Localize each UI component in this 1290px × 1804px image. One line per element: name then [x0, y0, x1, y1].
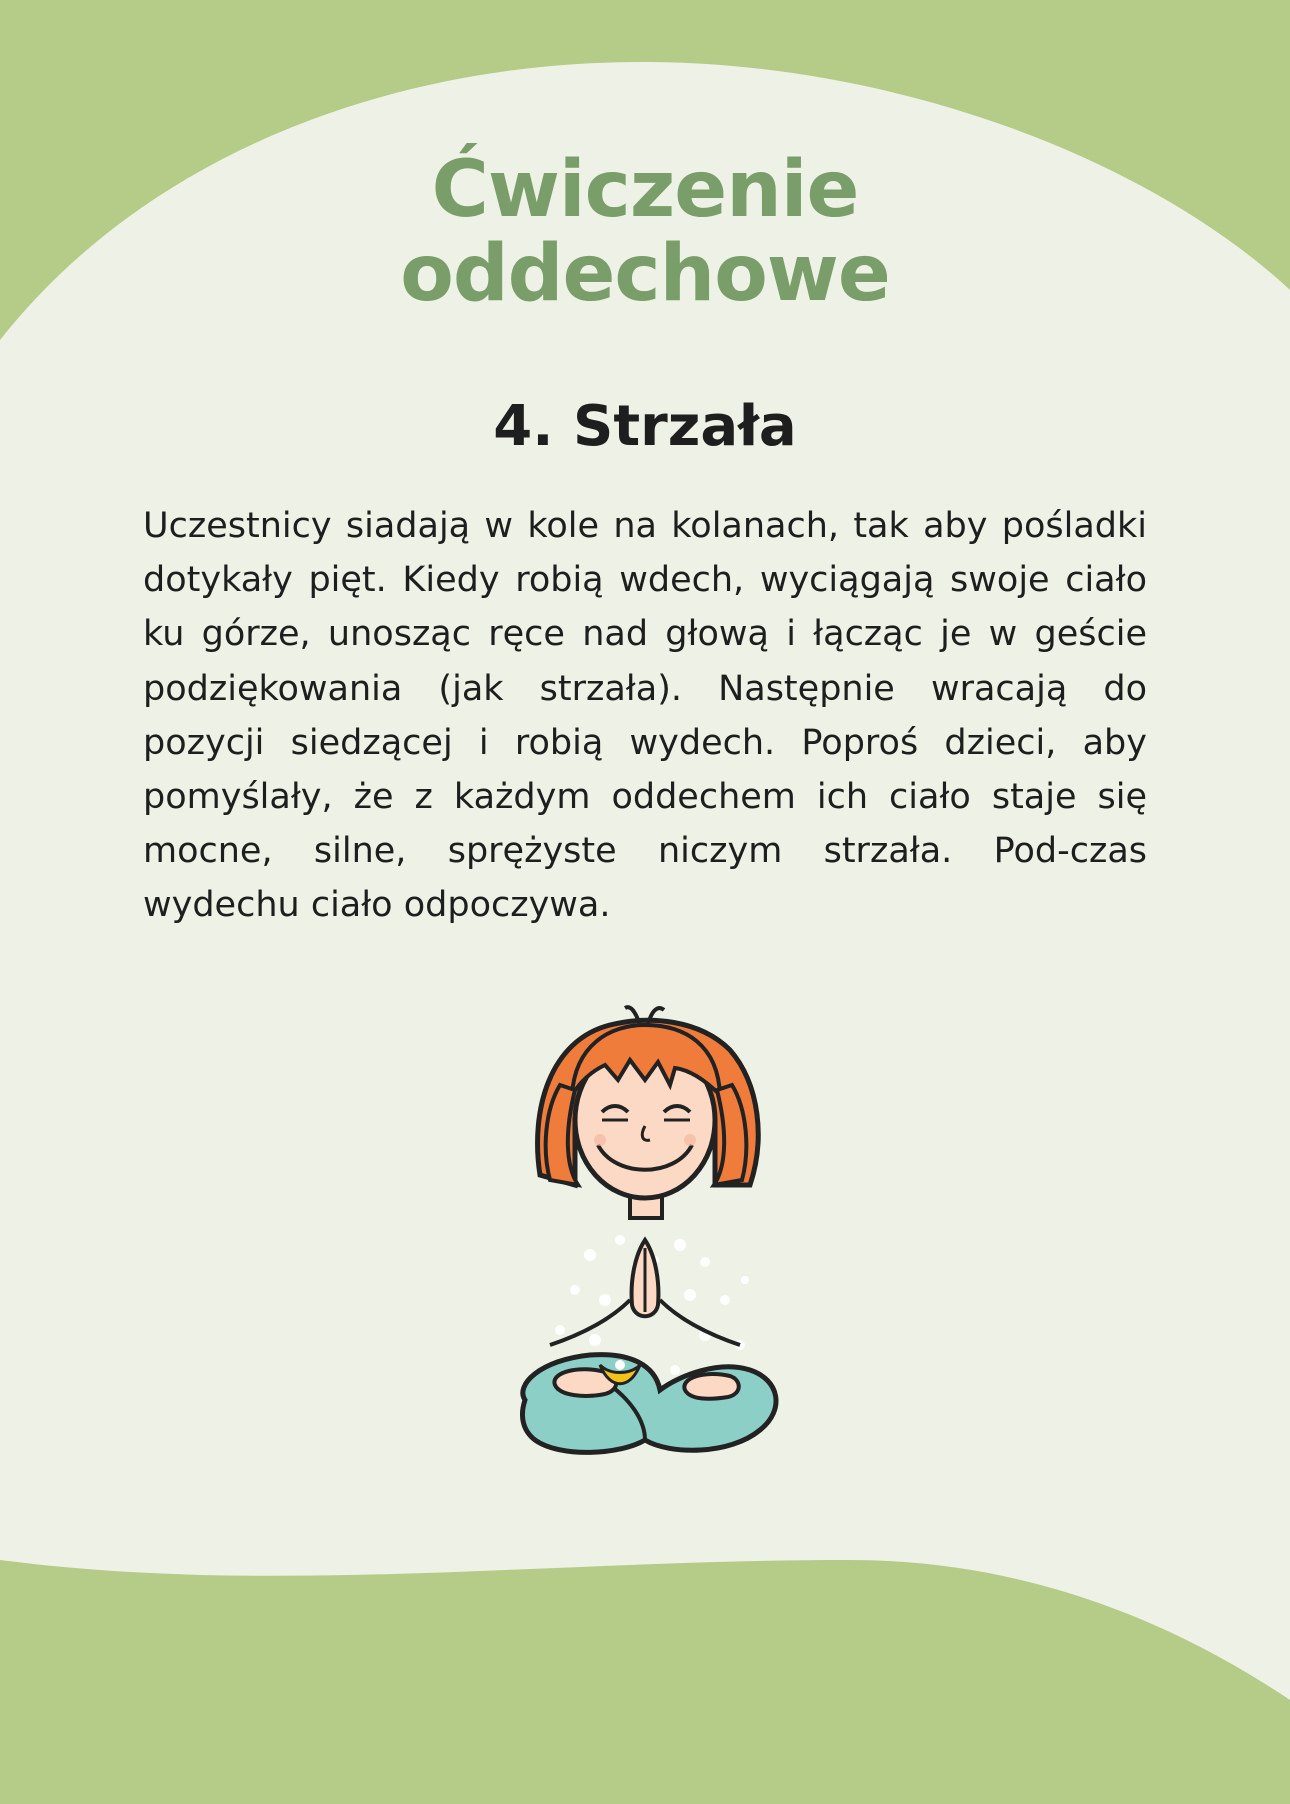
exercise-heading: 4. Strzała [493, 394, 797, 459]
page-title [0, 145, 1290, 319]
meditating-girl-illustration [480, 1000, 810, 1470]
title-line-2: oddechowe [400, 229, 890, 319]
exercise-description: Uczestnicy siadają w kole na kolanach, tak aby pośladki dotykały pięt. Kiedy robią wdech, wyciągają swoje ciało ku górze, unosząc ręce nad głową i łącząc je w geście podziękowania (jak strzała). Następnie wracają do pozycji siedzącej i robią wydech. Poproś dzieci, aby pomyślały, że z każdym oddechem ich ciało staje się mocne, silne, sprężyste niczym strzała. Pod-czas wydechu ciało odpoczywa. [143, 506, 1147, 926]
title-line-1: Ćwiczenie [431, 145, 859, 235]
